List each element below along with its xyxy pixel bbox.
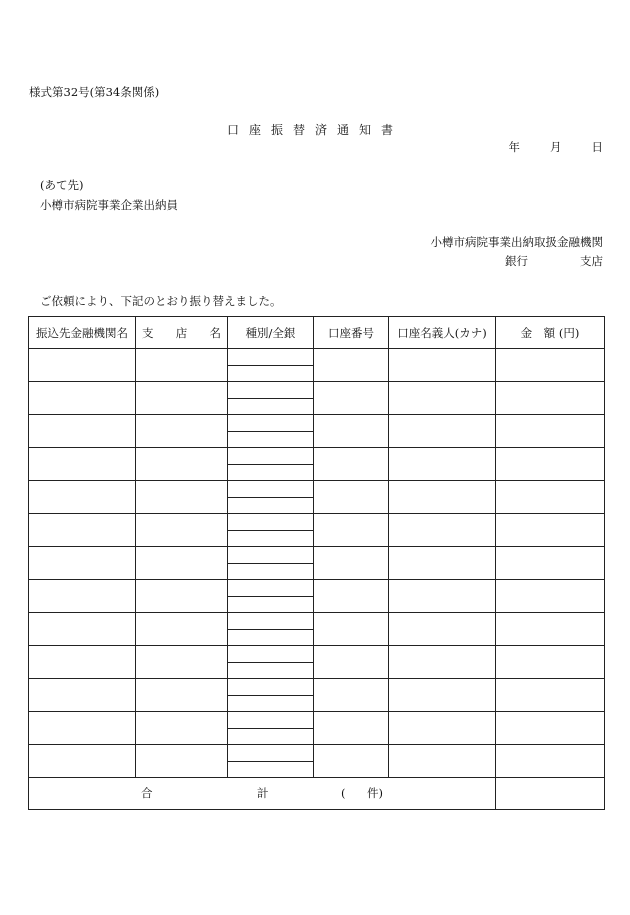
account-number-cell[interactable] <box>314 613 389 646</box>
total-count-open: ( <box>341 786 346 800</box>
branch-cell[interactable] <box>136 415 228 448</box>
type-cell-split <box>228 548 313 579</box>
branch-cell[interactable] <box>136 580 228 613</box>
type-cell-upper[interactable] <box>228 515 313 531</box>
total-count-unit: 件) <box>367 786 383 800</box>
account-holder-cell[interactable] <box>389 415 496 448</box>
column-header-type: 種別/全銀 <box>228 317 314 349</box>
amount-cell[interactable] <box>496 448 605 481</box>
account-number-cell[interactable] <box>314 547 389 580</box>
type-cell-upper[interactable] <box>228 548 313 564</box>
account-number-cell[interactable] <box>314 580 389 613</box>
type-cell[interactable] <box>228 646 314 679</box>
branch-cell[interactable] <box>136 448 228 481</box>
addressee-name: 小樽市病院事業企業出納員 <box>40 198 178 212</box>
table-row <box>29 745 605 778</box>
branch-cell[interactable] <box>136 349 228 382</box>
table-body <box>29 349 605 778</box>
intro-text: ご依頼により、下記のとおり振り替えました。 <box>40 294 282 308</box>
type-cell[interactable] <box>228 349 314 382</box>
type-cell-lower[interactable] <box>228 498 313 513</box>
type-cell-upper[interactable] <box>228 614 313 630</box>
type-cell-upper[interactable] <box>228 449 313 465</box>
type-cell-split <box>228 482 313 513</box>
account-holder-cell[interactable] <box>389 613 496 646</box>
account-number-cell[interactable] <box>314 481 389 514</box>
type-cell[interactable] <box>228 745 314 778</box>
amount-cell[interactable] <box>496 712 605 745</box>
account-holder-cell[interactable] <box>389 448 496 481</box>
branch-cell[interactable] <box>136 382 228 415</box>
type-cell-lower[interactable] <box>228 597 313 612</box>
account-number-cell[interactable] <box>314 679 389 712</box>
branch-cell[interactable] <box>136 547 228 580</box>
branch-cell[interactable] <box>136 646 228 679</box>
account-holder-cell[interactable] <box>389 679 496 712</box>
type-cell-lower[interactable] <box>228 465 313 480</box>
type-cell-lower[interactable] <box>228 531 313 546</box>
table-row <box>29 481 605 514</box>
table-row <box>29 712 605 745</box>
type-cell-upper[interactable] <box>228 416 313 432</box>
bank-cell[interactable] <box>29 415 136 448</box>
type-cell[interactable] <box>228 382 314 415</box>
type-cell-lower[interactable] <box>228 366 313 381</box>
bank-cell[interactable] <box>29 349 136 382</box>
type-cell-lower[interactable] <box>228 399 313 414</box>
total-label-cell <box>29 778 496 810</box>
table-row <box>29 415 605 448</box>
table-header-row <box>29 317 605 349</box>
column-header-account-holder: 口座名義人(カナ) <box>389 317 496 349</box>
branch-char-3: 名 <box>209 325 221 340</box>
account-number-cell[interactable] <box>314 745 389 778</box>
column-header-account-number: 口座番号 <box>314 317 389 349</box>
table-row <box>29 580 605 613</box>
date-month-label: 月 <box>550 140 562 154</box>
column-header-bank: 振込先金融機関名 <box>29 317 136 349</box>
type-cell-split <box>228 713 313 744</box>
account-number-cell[interactable] <box>314 415 389 448</box>
type-cell-lower[interactable] <box>228 696 313 711</box>
account-holder-cell[interactable] <box>389 745 496 778</box>
total-amount-cell[interactable] <box>496 778 605 810</box>
bank-cell[interactable] <box>29 745 136 778</box>
type-cell-split <box>228 449 313 480</box>
type-cell-upper[interactable] <box>228 746 313 762</box>
bank-cell[interactable] <box>29 679 136 712</box>
account-holder-cell[interactable] <box>389 481 496 514</box>
type-cell-upper[interactable] <box>228 383 313 399</box>
addressee-label: (あて先) <box>40 178 84 192</box>
bank-cell[interactable] <box>29 613 136 646</box>
bank-label: 銀行 <box>505 254 528 268</box>
date-day-label: 日 <box>591 140 603 154</box>
type-cell-split <box>228 350 313 381</box>
table-row <box>29 349 605 382</box>
type-cell-lower[interactable] <box>228 432 313 447</box>
table-row <box>29 547 605 580</box>
type-cell-split <box>228 416 313 447</box>
branch-char-1: 支 <box>142 325 154 340</box>
type-cell[interactable] <box>228 448 314 481</box>
account-holder-cell[interactable] <box>389 382 496 415</box>
form-number: 様式第32号(第34条関係) <box>29 85 160 99</box>
type-cell-lower[interactable] <box>228 663 313 678</box>
amount-cell[interactable] <box>496 382 605 415</box>
amount-cell[interactable] <box>496 514 605 547</box>
branch-cell[interactable] <box>136 481 228 514</box>
branch-cell[interactable] <box>136 679 228 712</box>
table-row <box>29 448 605 481</box>
account-number-cell[interactable] <box>314 646 389 679</box>
account-number-cell[interactable] <box>314 382 389 415</box>
bank-cell[interactable] <box>29 646 136 679</box>
type-cell-upper[interactable] <box>228 350 313 366</box>
type-cell[interactable] <box>228 712 314 745</box>
type-cell-split <box>228 614 313 645</box>
type-cell-split <box>228 383 313 414</box>
type-cell-split <box>228 581 313 612</box>
total-label-1: 合 <box>141 786 153 800</box>
total-row <box>29 778 605 810</box>
type-cell-upper[interactable] <box>228 647 313 663</box>
type-cell[interactable] <box>228 514 314 547</box>
amount-cell[interactable] <box>496 415 605 448</box>
branch-label: 支店 <box>580 254 603 268</box>
amount-cell[interactable] <box>496 580 605 613</box>
account-number-cell[interactable] <box>314 712 389 745</box>
total-label-2: 計 <box>257 786 269 800</box>
branch-cell[interactable] <box>136 514 228 547</box>
type-cell-split <box>228 647 313 678</box>
table-row <box>29 613 605 646</box>
account-holder-cell[interactable] <box>389 646 496 679</box>
document-title: 口座振替済通知書 <box>226 123 403 137</box>
sender-bank-line <box>505 256 603 268</box>
amount-cell[interactable] <box>496 745 605 778</box>
account-number-cell[interactable] <box>314 514 389 547</box>
amount-cell[interactable] <box>496 481 605 514</box>
account-holder-cell[interactable] <box>389 349 496 382</box>
bank-cell[interactable] <box>29 448 136 481</box>
type-cell[interactable] <box>228 613 314 646</box>
account-holder-cell[interactable] <box>389 547 496 580</box>
table-row <box>29 382 605 415</box>
amount-cell[interactable] <box>496 679 605 712</box>
bank-cell[interactable] <box>29 712 136 745</box>
bank-cell[interactable] <box>29 514 136 547</box>
transfer-table <box>28 316 605 810</box>
amount-cell[interactable] <box>496 613 605 646</box>
type-cell-split <box>228 746 313 777</box>
account-holder-cell[interactable] <box>389 580 496 613</box>
table-row <box>29 514 605 547</box>
type-cell-upper[interactable] <box>228 713 313 729</box>
amount-cell[interactable] <box>496 646 605 679</box>
type-cell[interactable] <box>228 415 314 448</box>
bank-cell[interactable] <box>29 481 136 514</box>
table-row <box>29 679 605 712</box>
type-cell-split <box>228 680 313 711</box>
account-number-cell[interactable] <box>314 448 389 481</box>
bank-cell[interactable] <box>29 382 136 415</box>
amount-cell[interactable] <box>496 547 605 580</box>
type-cell[interactable] <box>228 547 314 580</box>
branch-cell[interactable] <box>136 745 228 778</box>
account-holder-cell[interactable] <box>389 712 496 745</box>
date-line <box>509 142 604 154</box>
date-year-label: 年 <box>508 140 520 154</box>
account-holder-cell[interactable] <box>389 514 496 547</box>
type-cell-lower[interactable] <box>228 564 313 579</box>
type-cell-lower[interactable] <box>228 630 313 645</box>
column-header-branch <box>136 317 228 349</box>
type-cell-upper[interactable] <box>228 680 313 696</box>
type-cell-lower[interactable] <box>228 729 313 744</box>
bank-cell[interactable] <box>29 547 136 580</box>
type-cell-upper[interactable] <box>228 482 313 498</box>
branch-cell[interactable] <box>136 712 228 745</box>
column-header-amount: 金 額 (円) <box>496 317 605 349</box>
type-cell-upper[interactable] <box>228 581 313 597</box>
type-cell[interactable] <box>228 679 314 712</box>
sender-organization: 小樽市病院事業出納取扱金融機関 <box>430 235 603 249</box>
type-cell[interactable] <box>228 580 314 613</box>
bank-cell[interactable] <box>29 580 136 613</box>
type-cell-lower[interactable] <box>228 762 313 777</box>
branch-cell[interactable] <box>136 613 228 646</box>
branch-char-2: 店 <box>175 325 188 340</box>
type-cell[interactable] <box>228 481 314 514</box>
table-row <box>29 646 605 679</box>
account-number-cell[interactable] <box>314 349 389 382</box>
type-cell-split <box>228 515 313 546</box>
amount-cell[interactable] <box>496 349 605 382</box>
